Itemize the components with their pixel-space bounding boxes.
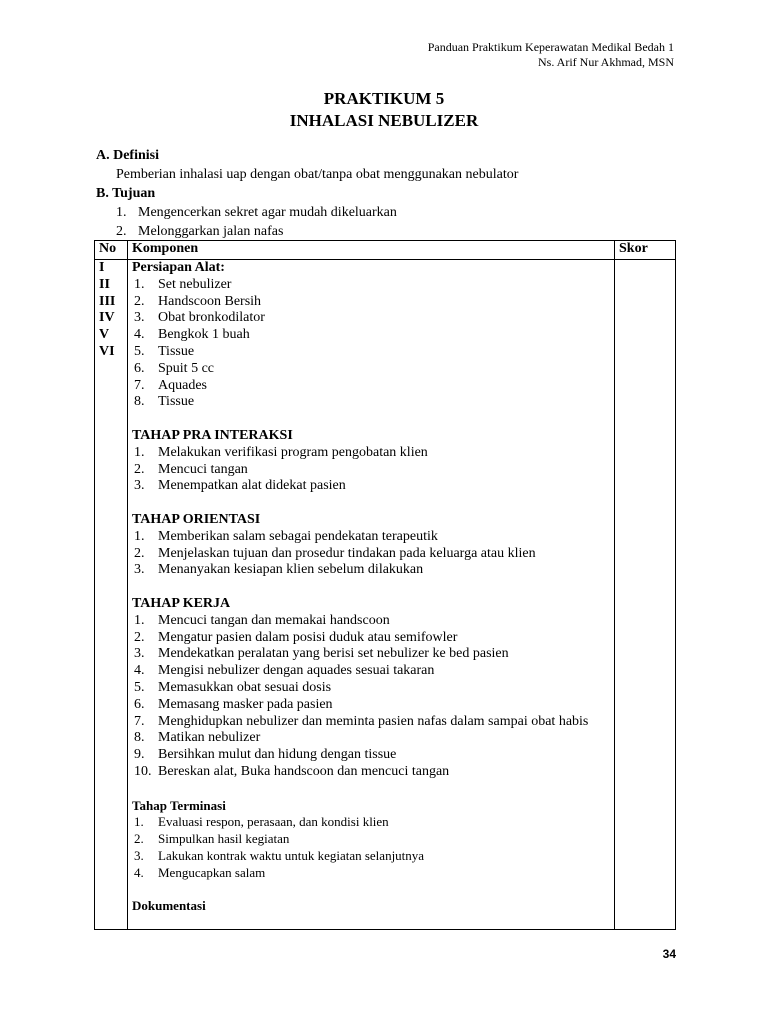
item-number: 2. — [134, 831, 144, 847]
list-item — [132, 630, 610, 647]
item-text: Obat bronkodilator — [158, 310, 265, 326]
page-title — [0, 88, 768, 132]
item-text: Menghidupkan nebulizer dan meminta pasien nafas dalam sampai obat habis — [158, 713, 589, 729]
header-line-2: Ns. Arif Nur Akhmad, MSN — [537, 55, 674, 69]
item-number: 4. — [134, 864, 144, 880]
section-items — [132, 445, 610, 495]
list-item — [132, 714, 610, 731]
definisi-text: Pemberian inhalasi uap dengan obat/tanpa obat menggunakan nebulator — [116, 167, 519, 182]
table-row — [95, 260, 676, 930]
item-number: 3. — [134, 847, 144, 863]
item-text: Memasang masker pada pasien — [158, 696, 333, 712]
list-item — [132, 848, 610, 865]
section-items — [132, 613, 610, 781]
item-number: 2. — [116, 224, 127, 239]
section-heading: Dokumentasi — [132, 898, 206, 914]
item-text: Handscoon Bersih — [158, 293, 262, 309]
list-item — [132, 613, 610, 630]
item-number: 10. — [134, 763, 152, 779]
item-number: 3. — [134, 646, 145, 662]
item-number: 2. — [134, 629, 145, 645]
item-number: 7. — [134, 713, 145, 729]
section-items — [132, 529, 610, 579]
no-column — [95, 260, 128, 930]
list-item — [132, 747, 610, 764]
item-number: 1. — [116, 205, 127, 220]
section-number: III — [99, 293, 116, 309]
list-item — [132, 831, 610, 848]
item-text: Tissue — [158, 343, 195, 359]
list-item — [132, 462, 610, 479]
item-text: Mengatur pasien dalam posisi duduk atau semifowler — [158, 629, 458, 645]
item-text: Spuit 5 cc — [158, 360, 214, 376]
item-text: Tissue — [158, 394, 195, 410]
section-items — [132, 277, 610, 411]
item-text: Mengisi nebulizer dengan aquades sesuai takaran — [158, 663, 435, 679]
section-heading: Persiapan Alat: — [132, 260, 225, 275]
item-number: 5. — [134, 343, 145, 359]
section-block — [132, 596, 610, 781]
item-text: Aquades — [158, 377, 207, 393]
item-number: 7. — [134, 377, 145, 393]
list-item — [132, 478, 610, 495]
item-text: Mengucapkan salam — [158, 864, 266, 880]
item-number: 3. — [134, 310, 145, 326]
section-number: IV — [99, 310, 115, 326]
item-number: 5. — [134, 679, 145, 695]
page-number: 34 — [662, 947, 676, 961]
title-line-2: INHALASI NEBULIZER — [289, 111, 479, 130]
item-number: 8. — [134, 394, 145, 410]
item-number: 2. — [134, 461, 145, 477]
item-text: Mengencerkan sekret agar mudah dikeluarkan — [138, 205, 397, 220]
item-number: 1. — [134, 276, 145, 292]
list-item — [132, 730, 610, 747]
section-block — [132, 512, 610, 579]
item-number: 4. — [134, 663, 145, 679]
list-item — [132, 814, 610, 831]
item-text: Mencuci tangan dan memakai handscoon — [158, 612, 390, 628]
list-item — [132, 697, 610, 714]
header-line-1: Panduan Praktikum Keperawatan Medikal Bedah 1 — [427, 40, 674, 54]
section-number: I — [99, 260, 105, 275]
list-item — [132, 277, 610, 294]
tujuan-list — [96, 203, 676, 241]
section-heading: Tahap Terminasi — [132, 797, 226, 813]
item-number: 2. — [134, 545, 145, 561]
item-number: 4. — [134, 327, 145, 343]
item-text: Bengkok 1 buah — [158, 327, 250, 343]
list-item — [132, 394, 610, 411]
item-text: Melonggarkan jalan nafas — [138, 224, 284, 239]
item-text: Simpulkan hasil kegiatan — [158, 831, 290, 847]
item-number: 9. — [134, 747, 145, 763]
column-header-no: No — [95, 241, 128, 260]
item-number: 1. — [134, 814, 144, 830]
title-line-1: PRAKTIKUM 5 — [323, 89, 445, 108]
item-number: 8. — [134, 730, 145, 746]
item-text: Bereskan alat, Buka handscoon dan mencuci tangan — [158, 763, 450, 779]
item-number: 2. — [134, 293, 145, 309]
item-text: Lakukan kontrak waktu untuk kegiatan selanjutnya — [158, 847, 425, 863]
item-number: 3. — [134, 562, 145, 578]
list-item — [132, 865, 610, 882]
list-item — [132, 529, 610, 546]
item-number: 6. — [134, 696, 145, 712]
list-item — [132, 680, 610, 697]
list-item — [132, 361, 610, 378]
running-header — [428, 40, 674, 70]
list-item — [132, 327, 610, 344]
list-item — [132, 646, 610, 663]
section-block — [132, 260, 610, 411]
section-heading: TAHAP KERJA — [132, 595, 231, 611]
item-text: Memasukkan obat sesuai dosis — [158, 679, 332, 695]
list-item — [96, 222, 676, 241]
intro-section — [96, 146, 676, 241]
list-item — [132, 310, 610, 327]
tujuan-heading: B. Tujuan — [96, 186, 156, 201]
item-text: Menempatkan alat didekat pasien — [158, 478, 346, 494]
item-text: Menjelaskan tujuan dan prosedur tindakan pada keluarga atau klien — [158, 545, 536, 561]
section-number: V — [99, 327, 110, 343]
list-item — [132, 764, 610, 781]
section-number: VI — [99, 343, 115, 359]
list-item — [96, 203, 676, 222]
item-text: Mencuci tangan — [158, 461, 248, 477]
section-heading: TAHAP PRA INTERAKSI — [132, 427, 293, 443]
item-number: 3. — [134, 478, 145, 494]
list-item — [132, 546, 610, 563]
item-text: Memberikan salam sebagai pendekatan terapeutik — [158, 528, 438, 544]
checklist-table — [94, 240, 676, 930]
list-item — [132, 294, 610, 311]
list-item — [132, 445, 610, 462]
section-number: II — [99, 276, 110, 292]
section-block — [132, 798, 610, 882]
section-block — [132, 898, 610, 915]
column-header-skor: Skor — [615, 241, 676, 260]
item-text: Set nebulizer — [158, 276, 232, 292]
section-heading: TAHAP ORIENTASI — [132, 511, 261, 527]
list-item — [132, 562, 610, 579]
item-number: 6. — [134, 360, 145, 376]
item-text: Mendekatkan peralatan yang berisi set nebulizer ke bed pasien — [158, 646, 509, 662]
list-item — [132, 378, 610, 395]
list-item — [132, 663, 610, 680]
item-number: 1. — [134, 528, 145, 544]
item-text: Evaluasi respon, perasaan, dan kondisi klien — [158, 814, 389, 830]
skor-column — [615, 260, 676, 930]
item-text: Matikan nebulizer — [158, 730, 261, 746]
item-text: Melakukan verifikasi program pengobatan klien — [158, 444, 428, 460]
item-text: Bersihkan mulut dan hidung dengan tissue — [158, 747, 397, 763]
section-block — [132, 428, 610, 495]
item-number: 1. — [134, 612, 145, 628]
list-item — [132, 344, 610, 361]
column-header-komponen: Komponen — [128, 241, 615, 260]
item-number: 1. — [134, 444, 145, 460]
item-text: Menanyakan kesiapan klien sebelum dilakukan — [158, 562, 424, 578]
komponen-column — [128, 260, 615, 930]
definisi-heading: A. Definisi — [96, 148, 159, 163]
table-header-row — [95, 241, 676, 260]
section-items — [132, 814, 610, 881]
